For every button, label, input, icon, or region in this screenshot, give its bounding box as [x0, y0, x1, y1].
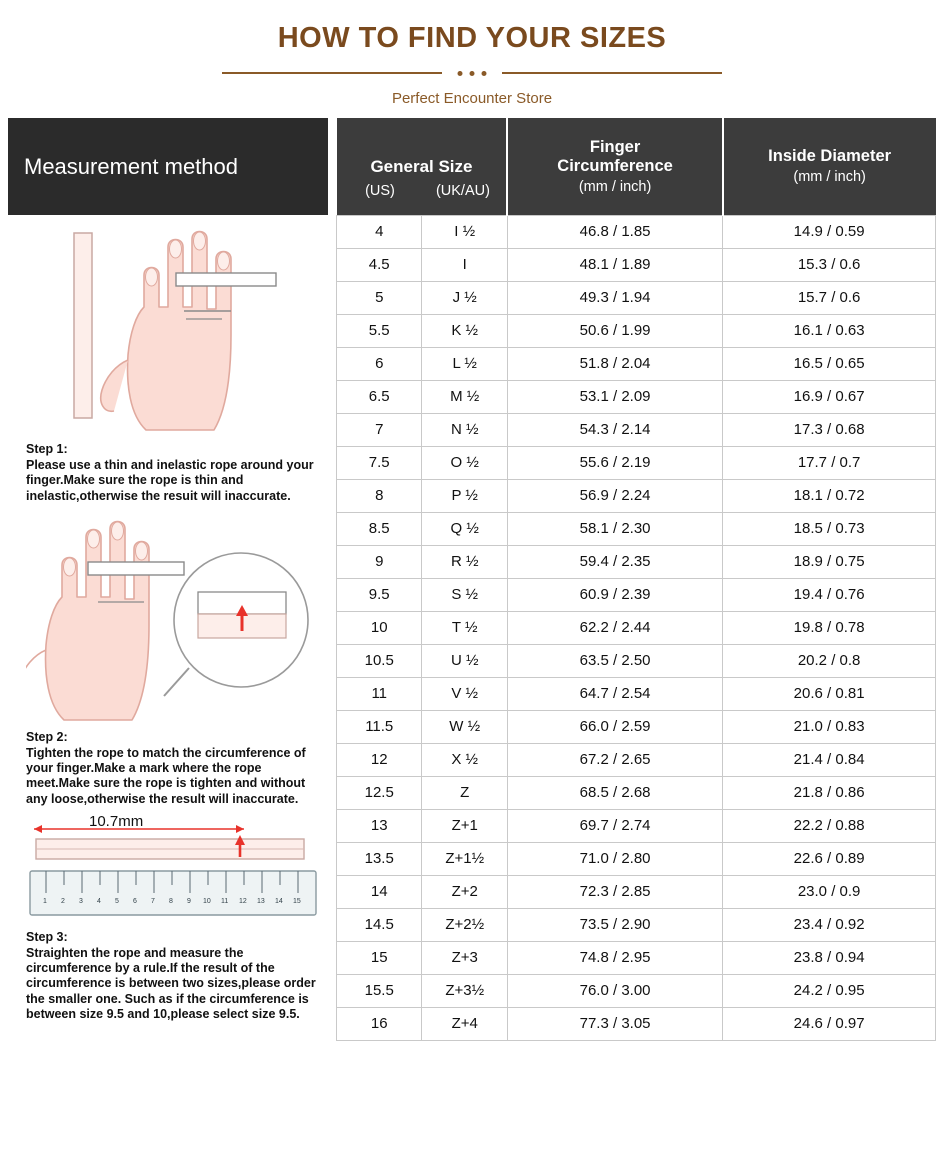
cell-inside-diameter: 21.4 / 0.84	[723, 743, 936, 776]
cell-inside-diameter: 21.8 / 0.86	[723, 776, 936, 809]
cell-uk-au-size: U ½	[422, 644, 507, 677]
cell-circumference: 71.0 / 2.80	[507, 842, 722, 875]
svg-text:8: 8	[169, 897, 173, 905]
size-table-header-row	[337, 118, 936, 215]
cell-us-size: 14.5	[337, 908, 422, 941]
cell-inside-diameter: 19.4 / 0.76	[723, 578, 936, 611]
illustration-ruler	[26, 813, 318, 930]
cell-inside-diameter: 23.0 / 0.9	[723, 875, 936, 908]
step-2-title: Step 2:	[26, 729, 68, 744]
step-1	[26, 442, 318, 504]
cell-us-size: 4	[337, 215, 422, 248]
cell-us-size: 16	[337, 1007, 422, 1040]
cell-uk-au-size: X ½	[422, 743, 507, 776]
header-dia-line1: Inside Diameter	[768, 147, 892, 166]
svg-text:9: 9	[187, 897, 191, 905]
cell-uk-au-size: N ½	[422, 413, 507, 446]
svg-text:11: 11	[221, 897, 229, 905]
cell-inside-diameter: 23.4 / 0.92	[723, 908, 936, 941]
table-row	[337, 479, 936, 512]
table-row	[337, 710, 936, 743]
cell-circumference: 54.3 / 2.14	[507, 413, 722, 446]
cell-circumference: 76.0 / 3.00	[507, 974, 722, 1007]
hand-rope-diagram	[26, 215, 326, 437]
illustration-hand-rope	[26, 215, 318, 442]
cell-us-size: 5	[337, 281, 422, 314]
table-row	[337, 875, 936, 908]
cell-circumference: 49.3 / 1.94	[507, 281, 722, 314]
cell-circumference: 48.1 / 1.89	[507, 248, 722, 281]
cell-circumference: 64.7 / 2.54	[507, 677, 722, 710]
cell-inside-diameter: 16.1 / 0.63	[723, 314, 936, 347]
step-2	[26, 730, 318, 807]
cell-uk-au-size: V ½	[422, 677, 507, 710]
table-row	[337, 215, 936, 248]
cell-inside-diameter: 18.9 / 0.75	[723, 545, 936, 578]
cell-us-size: 13	[337, 809, 422, 842]
cell-uk-au-size: R ½	[422, 545, 507, 578]
step-1-title: Step 1:	[26, 442, 68, 456]
divider-dot	[482, 71, 487, 76]
table-row	[337, 446, 936, 479]
cell-us-size: 15	[337, 941, 422, 974]
cell-inside-diameter: 18.5 / 0.73	[723, 512, 936, 545]
ruler-measure-label: 10.7mm	[89, 812, 144, 830]
cell-inside-diameter: 22.6 / 0.89	[723, 842, 936, 875]
cell-circumference: 68.5 / 2.68	[507, 776, 722, 809]
cell-circumference: 60.9 / 2.39	[507, 578, 722, 611]
header-circ-line2: Circumference	[557, 156, 673, 175]
table-row	[337, 314, 936, 347]
table-row	[337, 281, 936, 314]
table-row	[337, 941, 936, 974]
svg-text:4: 4	[97, 897, 101, 905]
size-table-head	[337, 118, 936, 215]
cell-uk-au-size: Z	[422, 776, 507, 809]
cell-circumference: 55.6 / 2.19	[507, 446, 722, 479]
cell-inside-diameter: 20.2 / 0.8	[723, 644, 936, 677]
cell-uk-au-size: P ½	[422, 479, 507, 512]
cell-uk-au-size: Z+3	[422, 941, 507, 974]
divider-line-right	[502, 72, 722, 74]
header-ukau: (UK/AU)	[435, 183, 490, 200]
cell-us-size: 8.5	[337, 512, 422, 545]
cell-uk-au-size: Z+2	[422, 875, 507, 908]
header-finger-circumference	[507, 118, 722, 215]
cell-inside-diameter: 17.7 / 0.7	[723, 446, 936, 479]
cell-us-size: 7.5	[337, 446, 422, 479]
step-3	[26, 930, 318, 1022]
cell-circumference: 69.7 / 2.74	[507, 809, 722, 842]
table-row	[337, 908, 936, 941]
cell-uk-au-size: J ½	[422, 281, 507, 314]
svg-text:10: 10	[203, 897, 211, 905]
divider-dot	[458, 71, 463, 76]
cell-us-size: 4.5	[337, 248, 422, 281]
cell-inside-diameter: 15.7 / 0.6	[723, 281, 936, 314]
size-table-body	[337, 215, 936, 1040]
measurement-method-panel	[8, 118, 328, 1028]
cell-uk-au-size: L ½	[422, 347, 507, 380]
cell-us-size: 6	[337, 347, 422, 380]
cell-us-size: 8	[337, 479, 422, 512]
cell-us-size: 15.5	[337, 974, 422, 1007]
cell-circumference: 73.5 / 2.90	[507, 908, 722, 941]
table-row	[337, 677, 936, 710]
cell-uk-au-size: T ½	[422, 611, 507, 644]
cell-us-size: 12	[337, 743, 422, 776]
cell-us-size: 6.5	[337, 380, 422, 413]
svg-text:14: 14	[275, 897, 283, 905]
table-row	[337, 380, 936, 413]
cell-circumference: 53.1 / 2.09	[507, 380, 722, 413]
header-us: (US)	[365, 183, 395, 200]
header-inside-diameter	[723, 118, 936, 215]
cell-inside-diameter: 15.3 / 0.6	[723, 248, 936, 281]
size-table	[336, 118, 936, 1041]
divider-dots	[458, 66, 487, 80]
table-row	[337, 1007, 936, 1040]
cell-inside-diameter: 19.8 / 0.78	[723, 611, 936, 644]
cell-inside-diameter: 18.1 / 0.72	[723, 479, 936, 512]
step-3-title: Step 3:	[26, 929, 68, 944]
divider-dot	[470, 71, 475, 76]
page-title: HOW TO FIND YOUR SIZES	[277, 22, 667, 54]
step-2-text: Tighten the rope to match the circumference of your finger.Make a mark where the rope meet.Make sure the rope is tighten and without any loose,otherwise the result will inaccurate.	[26, 745, 306, 806]
cell-circumference: 66.0 / 2.59	[507, 710, 722, 743]
cell-uk-au-size: Z+4	[422, 1007, 507, 1040]
cell-us-size: 5.5	[337, 314, 422, 347]
cell-inside-diameter: 21.0 / 0.83	[723, 710, 936, 743]
cell-circumference: 50.6 / 1.99	[507, 314, 722, 347]
svg-text:12: 12	[239, 897, 247, 905]
cell-inside-diameter: 22.2 / 0.88	[723, 809, 936, 842]
cell-inside-diameter: 16.9 / 0.67	[723, 380, 936, 413]
cell-circumference: 72.3 / 2.85	[507, 875, 722, 908]
cell-us-size: 11	[337, 677, 422, 710]
cell-circumference: 58.1 / 2.30	[507, 512, 722, 545]
cell-circumference: 46.8 / 1.85	[507, 215, 722, 248]
cell-circumference: 51.8 / 2.04	[507, 347, 722, 380]
cell-us-size: 7	[337, 413, 422, 446]
header-circ-line1: Finger	[589, 137, 641, 156]
page-header	[0, 0, 944, 107]
cell-circumference: 59.4 / 2.35	[507, 545, 722, 578]
cell-inside-diameter: 24.2 / 0.95	[723, 974, 936, 1007]
table-row	[337, 512, 936, 545]
cell-uk-au-size: Z+1	[422, 809, 507, 842]
cell-uk-au-size: S ½	[422, 578, 507, 611]
svg-text:6: 6	[133, 897, 137, 905]
cell-us-size: 14	[337, 875, 422, 908]
svg-text:1: 1	[43, 897, 47, 905]
table-row	[337, 776, 936, 809]
cell-circumference: 74.8 / 2.95	[507, 941, 722, 974]
divider-line-left	[222, 72, 442, 74]
header-circ-units: (mm / inch)	[578, 178, 652, 195]
cell-uk-au-size: W ½	[422, 710, 507, 743]
ruler-diagram	[26, 813, 326, 925]
table-row	[337, 578, 936, 611]
illustration-hand-mark	[26, 510, 318, 730]
cell-uk-au-size: Z+3½	[422, 974, 507, 1007]
step-1-text: Please use a thin and inelastic rope around your finger.Make sure the rope is thin and inelastic,otherwise the resuit will inaccurate.	[26, 458, 314, 503]
cell-us-size: 13.5	[337, 842, 422, 875]
cell-uk-au-size: I ½	[422, 215, 507, 248]
content-area	[8, 118, 936, 1041]
table-row	[337, 248, 936, 281]
cell-us-size: 12.5	[337, 776, 422, 809]
measurement-method-title: Measurement method	[24, 153, 238, 179]
table-row	[337, 809, 936, 842]
size-table-wrapper	[336, 118, 936, 1041]
cell-inside-diameter: 17.3 / 0.68	[723, 413, 936, 446]
svg-text:5: 5	[115, 897, 119, 905]
cell-uk-au-size: Z+1½	[422, 842, 507, 875]
cell-inside-diameter: 14.9 / 0.59	[723, 215, 936, 248]
cell-us-size: 11.5	[337, 710, 422, 743]
hand-mark-diagram	[26, 510, 326, 725]
table-row	[337, 347, 936, 380]
cell-uk-au-size: Q ½	[422, 512, 507, 545]
table-row	[337, 545, 936, 578]
cell-uk-au-size: M ½	[422, 380, 507, 413]
table-row	[337, 644, 936, 677]
svg-text:7: 7	[151, 897, 155, 905]
cell-circumference: 56.9 / 2.24	[507, 479, 722, 512]
cell-circumference: 67.2 / 2.65	[507, 743, 722, 776]
measurement-method-header	[8, 118, 328, 215]
header-dia-units: (mm / inch)	[793, 169, 866, 186]
cell-inside-diameter: 24.6 / 0.97	[723, 1007, 936, 1040]
cell-us-size: 10.5	[337, 644, 422, 677]
table-row	[337, 743, 936, 776]
table-row	[337, 413, 936, 446]
step-3-text: Straighten the rope and measure the circumference by a rule.If the result of the circumference is between two sizes,please order the smaller one. Such as if the circumference is between size 9.5 and 10,please select size 9.5.	[26, 945, 316, 1021]
cell-circumference: 62.2 / 2.44	[507, 611, 722, 644]
store-name: Perfect Encounter Store	[391, 90, 553, 107]
table-row	[337, 842, 936, 875]
cell-inside-diameter: 20.6 / 0.81	[723, 677, 936, 710]
svg-text:13: 13	[257, 897, 265, 905]
svg-text:3: 3	[79, 897, 83, 905]
cell-circumference: 77.3 / 3.05	[507, 1007, 722, 1040]
decorative-divider	[222, 66, 722, 80]
cell-us-size: 9	[337, 545, 422, 578]
cell-inside-diameter: 23.8 / 0.94	[723, 941, 936, 974]
cell-us-size: 9.5	[337, 578, 422, 611]
header-general-size-label: General Size	[370, 157, 473, 177]
table-row	[337, 611, 936, 644]
steps-container	[8, 215, 328, 1022]
svg-text:15: 15	[293, 897, 301, 905]
cell-circumference: 63.5 / 2.50	[507, 644, 722, 677]
cell-uk-au-size: I	[422, 248, 507, 281]
table-row	[337, 974, 936, 1007]
cell-us-size: 10	[337, 611, 422, 644]
svg-text:2: 2	[61, 897, 65, 905]
cell-inside-diameter: 16.5 / 0.65	[723, 347, 936, 380]
cell-uk-au-size: O ½	[422, 446, 507, 479]
cell-uk-au-size: Z+2½	[422, 908, 507, 941]
cell-uk-au-size: K ½	[422, 314, 507, 347]
header-general-size	[337, 118, 508, 215]
